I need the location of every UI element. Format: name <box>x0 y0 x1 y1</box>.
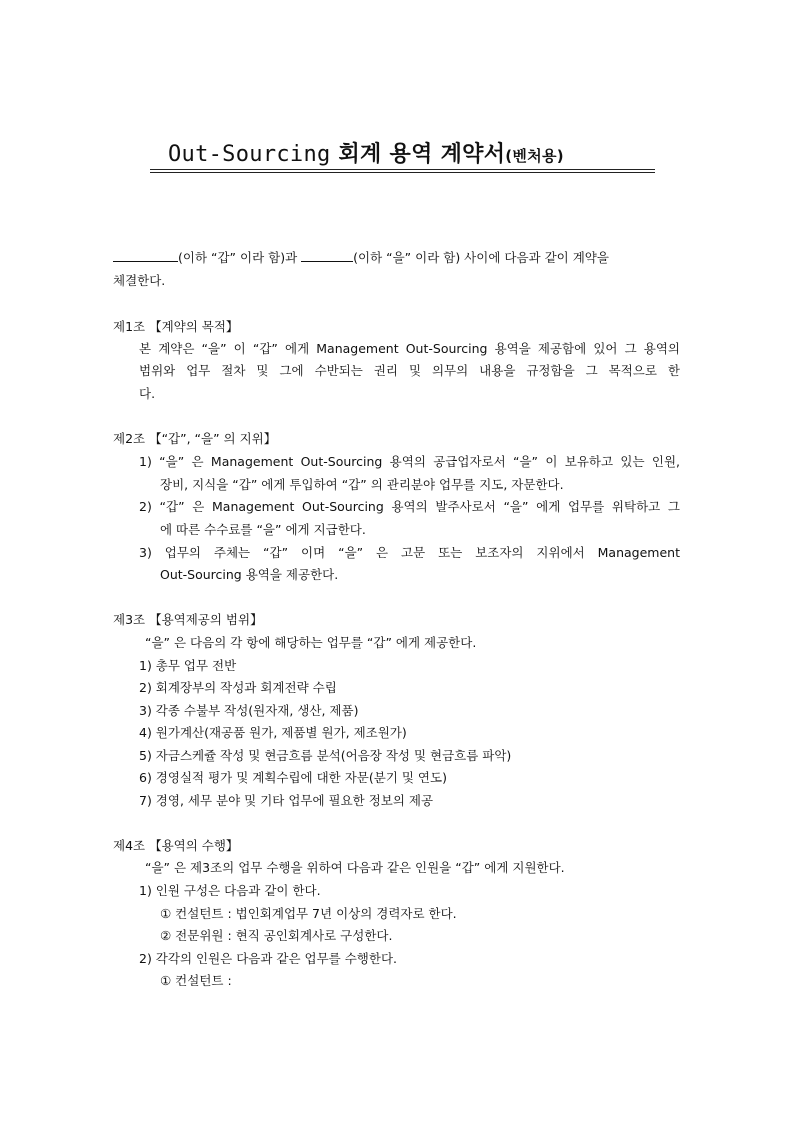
art3-item-5: 5) 자금스케쥴 작성 및 현금흐름 분석(어음장 작성 및 현금흐름 파악) <box>139 748 512 763</box>
art2-item-3-cont: Out-Sourcing 용역을 제공한다. <box>160 567 339 582</box>
title-sub: (벤처용) <box>505 147 564 165</box>
title-korean: 회계 용역 계약서 <box>338 142 506 167</box>
art4-item-2: 2) 각각의 인원은 다음과 같은 업무를 수행한다. <box>139 951 397 966</box>
art3-item-2: 2) 회계장부의 작성과 회계전략 수립 <box>139 680 337 695</box>
art3-intro: “을” 은 다음의 각 항에 해당하는 업무를 “갑” 에게 제공한다. <box>145 635 477 650</box>
art4-item-2-sub-1: ① 컨설턴트 : <box>160 973 232 988</box>
art4-heading: 제4조 【용역의 수행】 <box>113 838 239 853</box>
art2-item-2-cont: 에 따른 수수료를 “을” 에게 지급한다. <box>160 522 366 537</box>
party-b-blank[interactable] <box>301 249 353 262</box>
art2-item-1: 1) “을” 은 Management Out-Sourcing 용역의 공급업자로서 “을” 이 보유하고 있는 인원, <box>139 454 680 469</box>
document-title <box>150 138 655 172</box>
art1-line-1: 본 계약은 “을” 이 “갑” 에게 Management Out-Sourcing 용역을 제공함에 있어 그 용역의 <box>139 341 680 356</box>
art2-item-3: 3) 업무의 주체는 “갑” 이며 “을” 은 고문 또는 보조자의 지위에서 Management <box>139 545 680 560</box>
art4-intro: “을” 은 제3조의 업무 수행을 위하여 다음과 같은 인원을 “갑” 에게 지원한다. <box>145 860 565 875</box>
art4-item-1-sub-1: ① 컨설턴트 : 법인회계업무 7년 이상의 경력자로 한다. <box>160 906 457 921</box>
art3-item-1: 1) 총무 업무 전반 <box>139 658 237 673</box>
preamble-line-1 <box>113 249 609 266</box>
title-underline-bottom <box>150 172 655 173</box>
preamble-line-2: 체결한다. <box>113 273 166 288</box>
art2-heading: 제2조 【“갑”, “을” 의 지위】 <box>113 431 277 446</box>
art1-line-2: 범위와 업무 절차 및 그에 수반되는 권리 및 의무의 내용을 규정함을 그 목적으로 한 <box>139 363 680 378</box>
art3-item-4: 4) 원가계산(재공품 원가, 제품별 원가, 제조원가) <box>139 725 407 740</box>
preamble-text-a: (이하 “갑” 이라 함)과 <box>178 250 302 265</box>
art3-item-3: 3) 각종 수불부 작성(원자재, 생산, 제품) <box>139 703 359 718</box>
art1-line-3: 다. <box>139 386 156 401</box>
art2-item-1-cont: 장비, 지식을 “갑” 에게 투입하여 “갑” 의 관리분야 업무를 지도, 자문한다. <box>160 477 564 492</box>
title-main: Out-Sourcing <box>168 142 331 167</box>
art1-heading: 제1조 【계약의 목적】 <box>113 319 239 334</box>
title-underline-top <box>150 169 655 170</box>
art2-item-2: 2) “갑” 은 Management Out-Sourcing 용역의 발주사로서 “을” 에게 업무를 위탁하고 그 <box>139 499 680 514</box>
preamble-text-b: (이하 “을” 이라 함) 사이에 다음과 같이 계약을 <box>353 250 609 265</box>
party-a-blank[interactable] <box>113 249 178 262</box>
art4-item-1-sub-2: ② 전문위원 : 현직 공인회계사로 구성한다. <box>160 928 393 943</box>
art3-item-6: 6) 경영실적 평가 및 계획수립에 대한 자문(분기 및 연도) <box>139 770 447 785</box>
art3-heading: 제3조 【용역제공의 범위】 <box>113 612 263 627</box>
art3-item-7: 7) 경영, 세무 분야 및 기타 업무에 필요한 정보의 제공 <box>139 793 434 808</box>
art4-item-1: 1) 인원 구성은 다음과 같이 한다. <box>139 883 321 898</box>
